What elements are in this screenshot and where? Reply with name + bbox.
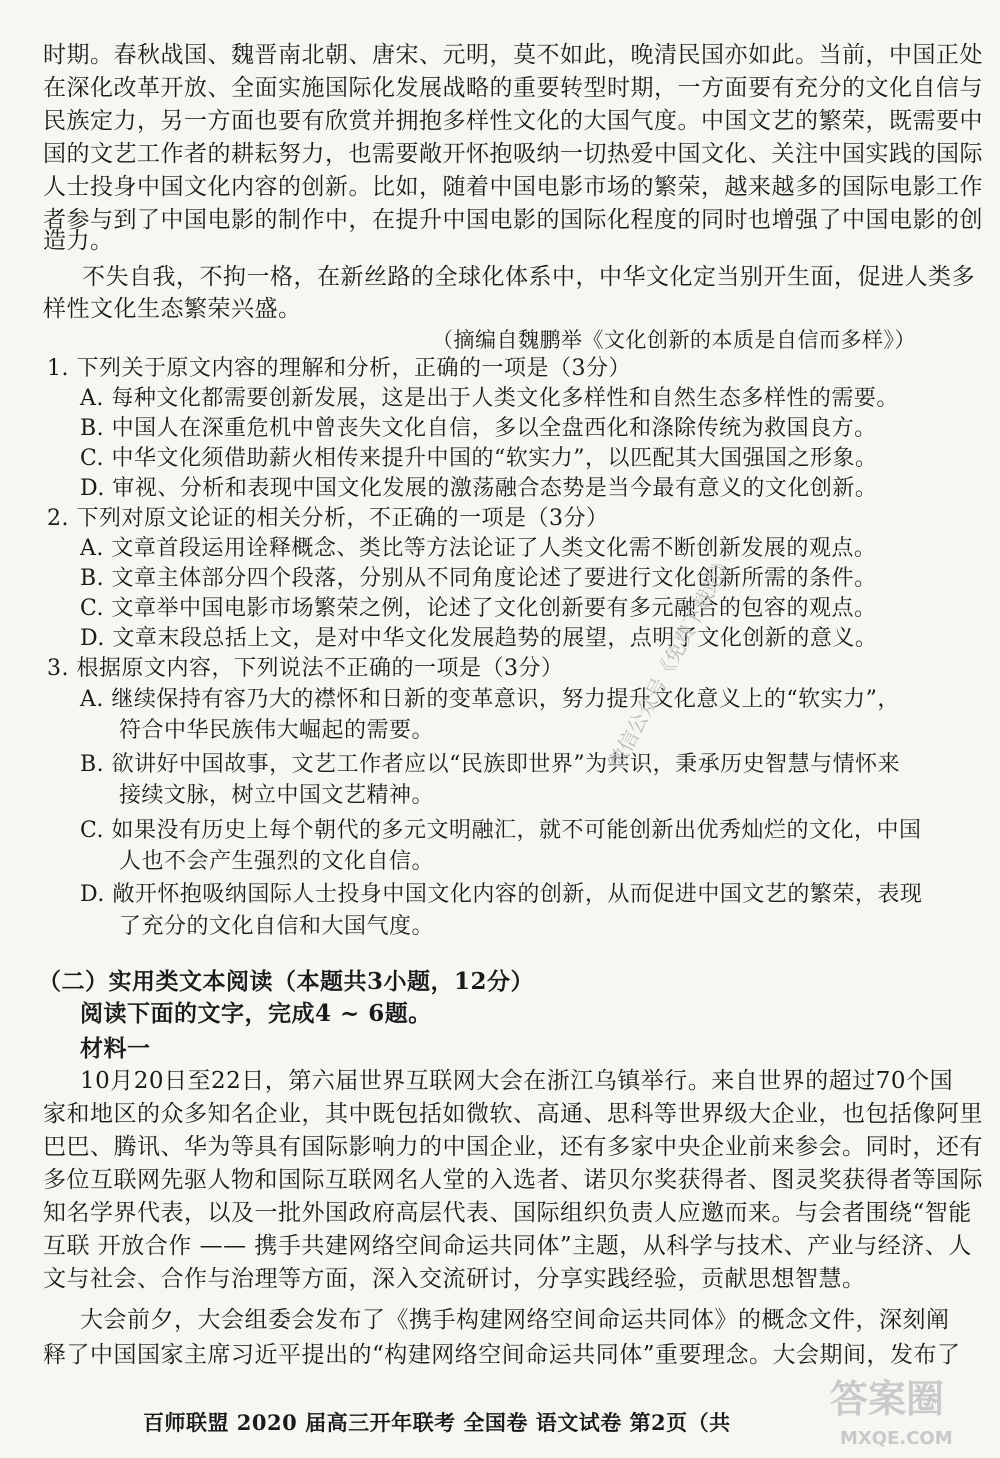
answer-option-cont: 符合中华民族伟大崛起的需要。 — [119, 718, 435, 743]
answer-option: B. 欲讲好中国故事，文艺工作者应以“民族即世界”为共识，秉承历史智慧与情怀来 — [80, 752, 901, 777]
watermark-text: 微信公众号《免费下载站》 — [603, 549, 738, 774]
material-line: 释了中国国家主席习近平提出的“构建网络空间命运共同体”重要理念。大会期间，发布了 — [43, 1342, 961, 1368]
answer-option: A. 继续保持有容乃大的襟怀和日新的变革意识，努力提升文化意义上的“软实力”， — [80, 687, 900, 712]
question-stem: 2. 下列对原文论证的相关分析，不正确的一项是（3分） — [47, 506, 609, 531]
question-stem: 3. 根据原文内容，下列说法不正确的一项是（3分） — [47, 656, 564, 681]
answer-option: B. 中国人在深重危机中曾丧失文化自信，多以全盘西化和涤除传统为救国良方。 — [80, 416, 877, 441]
passage-line: 样性文化生态繁荣兴盛。 — [43, 296, 302, 322]
answer-option: B. 文章主体部分四个段落，分别从不同角度论述了要进行文化创新所需的条件。 — [80, 566, 877, 591]
answer-option: D. 敞开怀抱吸纳国际人士投身中国文化内容的创新，从而促进中国文艺的繁荣，表现 — [80, 882, 923, 907]
material-line: 10月20日至22日，第六届世界互联网大会在浙江乌镇举行。来自世界的超过70个国 — [80, 1068, 954, 1094]
answer-option: A. 每种文化都需要创新发展，这是出于人类文化多样性和自然生态多样性的需要。 — [80, 386, 899, 411]
corner-logo — [830, 1377, 980, 1449]
passage-line: 时期。春秋战国、魏晋南北朝、唐宋、元明，莫不如此，晚清民国亦如此。当前，中国正处 — [43, 42, 983, 68]
material-label: 材料一 — [80, 1035, 151, 1062]
passage-line: 国的文艺工作者的耕耘努力，也需要敞开怀抱吸纳一切热爱中国文化、关注中国实践的国际 — [43, 141, 983, 167]
material-line: 大会前夕，大会组委会发布了《携手构建网络空间命运共同体》的概念文件，深刻阐 — [80, 1307, 950, 1333]
corner-logo-url: MXQE.COM — [840, 1428, 953, 1449]
answer-option-cont: 了充分的文化自信和大国气度。 — [119, 914, 435, 939]
passage-line: 不失自我，不拘一格，在新丝路的全球化体系中，中华文化定当别开生面，促进人类多 — [82, 264, 975, 290]
corner-logo-text: 答案圈 — [830, 1377, 945, 1421]
material-line: 知名学界代表，以及一批外国政府高层代表、国际组织负责人应邀而来。与会者围绕“智能 — [43, 1200, 972, 1226]
answer-option: A. 文章首段运用诠释概念、类比等方法论证了人类文化需不断创新发展的观点。 — [80, 536, 877, 561]
passage-source: （摘编自魏鹏举《文化创新的本质是自信而多样》） — [432, 328, 916, 352]
passage-line: 在深化改革开放、全面实施国际化发展战略的重要转型时期，一方面要有充分的文化自信与 — [43, 75, 983, 101]
answer-option: C. 中华文化须借助薪火相传来提升中国的“软实力”，以匹配其大国强国之形象。 — [80, 446, 878, 471]
question-stem: 1. 下列关于原文内容的理解和分析，正确的一项是（3分） — [47, 356, 631, 381]
passage-line: 者参与到了中国电影的制作中，在提升中国电影的国际化程度的同时也增强了中国电影的创 — [43, 207, 983, 233]
page-footer: 百师联盟 2020 届高三开年联考 全国卷 语文试卷 第2页（共 — [143, 1410, 731, 1435]
passage-line: 造力。 — [43, 228, 114, 254]
answer-option: C. 如果没有历史上每个朝代的多元文明融汇，就不可能创新出优秀灿烂的文化，中国 — [80, 818, 922, 843]
section-heading: （二）实用类文本阅读（本题共3小题，12分） — [38, 968, 535, 995]
answer-option-cont: 人也不会产生强烈的文化自信。 — [119, 849, 435, 874]
material-line: 互联 开放合作 —— 携手共建网络空间命运共同体”主题，从科学与技术、产业与经济、人 — [43, 1233, 972, 1259]
answer-option-cont: 接续文脉，树立中国文艺精神。 — [119, 783, 435, 808]
material-line: 文与社会、合作与治理等方面，深入交流研讨，分享实践经验，贡献思想智慧。 — [43, 1266, 866, 1292]
answer-option: D. 文章末段总括上文，是对中华文化发展趋势的展望，点明了文化创新的意义。 — [80, 626, 878, 651]
passage-line: 民族定力，另一方面也要有欣赏并拥抱多样性文化的大国气度。中国文艺的繁荣，既需要中 — [43, 108, 983, 134]
answer-option: C. 文章举中国电影市场繁荣之例，论述了文化创新要有多元融合的包容的观点。 — [80, 596, 877, 621]
material-line: 多位互联网先驱人物和国际互联网名人堂的入选者、诺贝尔奖获得者、图灵奖获得者等国际 — [43, 1167, 983, 1193]
material-line: 家和地区的众多知名企业，其中既包括如微软、高通、思科等世界级大企业，也包括像阿里 — [43, 1101, 983, 1127]
material-line: 巴巴、腾讯、华为等具有国际影响力的中国企业，还有多家中央企业前来参会。同时，还有 — [43, 1134, 983, 1160]
answer-option: D. 审视、分析和表现中国文化发展的激荡融合态势是当今最有意义的文化创新。 — [80, 476, 878, 501]
passage-line: 人士投身中国文化内容的创新。比如，随着中国电影市场的繁荣，越来越多的国际电影工作 — [43, 174, 983, 200]
section-instruction: 阅读下面的文字，完成4 ~ 6题。 — [80, 1000, 432, 1027]
